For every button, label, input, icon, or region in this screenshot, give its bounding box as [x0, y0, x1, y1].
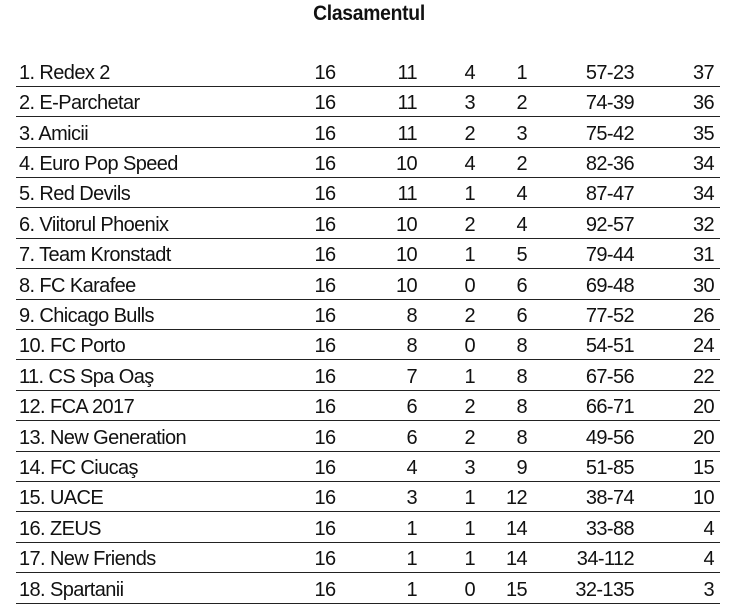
drawn-cell: 4: [417, 56, 475, 86]
played-cell: 16: [305, 451, 345, 481]
table-row: [16, 117, 720, 147]
points-cell: 35: [634, 117, 720, 147]
points-cell: 30: [634, 269, 720, 299]
drawn-cell: 1: [417, 360, 475, 390]
table-row: [16, 147, 720, 177]
drawn-cell: 1: [417, 178, 475, 208]
drawn-cell: 0: [417, 330, 475, 360]
lost-cell: 6: [475, 299, 527, 329]
played-cell: 16: [305, 330, 345, 360]
lost-cell: 5: [475, 238, 527, 268]
page-title: Clasamentul: [313, 2, 425, 25]
goals-cell: 79-44: [527, 238, 634, 268]
table-row: [16, 390, 720, 420]
table-row: [16, 481, 720, 511]
lost-cell: 8: [475, 330, 527, 360]
table-row: [16, 512, 720, 542]
won-cell: 4: [345, 451, 417, 481]
lost-cell: 6: [475, 269, 527, 299]
team-name-cell: 12. FCA 2017: [16, 390, 305, 420]
team-name-cell: 4. Euro Pop Speed: [16, 147, 305, 177]
points-cell: 24: [634, 330, 720, 360]
lost-cell: 8: [475, 390, 527, 420]
drawn-cell: 1: [417, 481, 475, 511]
won-cell: 1: [345, 512, 417, 542]
played-cell: 16: [305, 573, 345, 603]
lost-cell: 9: [475, 451, 527, 481]
team-name-cell: 1. Redex 2: [16, 56, 305, 86]
points-cell: 15: [634, 451, 720, 481]
points-cell: 4: [634, 542, 720, 572]
won-cell: 3: [345, 481, 417, 511]
won-cell: 10: [345, 269, 417, 299]
won-cell: 10: [345, 238, 417, 268]
drawn-cell: 2: [417, 390, 475, 420]
table-row: [16, 360, 720, 390]
table-row: [16, 178, 720, 208]
table-row: [16, 269, 720, 299]
lost-cell: 2: [475, 147, 527, 177]
lost-cell: 8: [475, 360, 527, 390]
won-cell: 1: [345, 542, 417, 572]
drawn-cell: 0: [417, 573, 475, 603]
won-cell: 11: [345, 56, 417, 86]
goals-cell: 51-85: [527, 451, 634, 481]
won-cell: 6: [345, 390, 417, 420]
lost-cell: 4: [475, 208, 527, 238]
points-cell: 20: [634, 390, 720, 420]
played-cell: 16: [305, 178, 345, 208]
standings-table: [16, 56, 720, 604]
won-cell: 10: [345, 147, 417, 177]
won-cell: 8: [345, 330, 417, 360]
team-name-cell: 13. New Generation: [16, 421, 305, 451]
points-cell: 34: [634, 178, 720, 208]
goals-cell: 67-56: [527, 360, 634, 390]
points-cell: 36: [634, 86, 720, 116]
standings-body: [16, 56, 720, 603]
played-cell: 16: [305, 542, 345, 572]
team-name-cell: 14. FC Ciucaş: [16, 451, 305, 481]
played-cell: 16: [305, 117, 345, 147]
goals-cell: 69-48: [527, 269, 634, 299]
team-name-cell: 10. FC Porto: [16, 330, 305, 360]
drawn-cell: 2: [417, 117, 475, 147]
points-cell: 34: [634, 147, 720, 177]
team-name-cell: 18. Spartanii: [16, 573, 305, 603]
lost-cell: 2: [475, 86, 527, 116]
goals-cell: 74-39: [527, 86, 634, 116]
played-cell: 16: [305, 512, 345, 542]
goals-cell: 32-135: [527, 573, 634, 603]
team-name-cell: 8. FC Karafee: [16, 269, 305, 299]
played-cell: 16: [305, 147, 345, 177]
table-row: [16, 330, 720, 360]
drawn-cell: 2: [417, 208, 475, 238]
points-cell: 22: [634, 360, 720, 390]
points-cell: 31: [634, 238, 720, 268]
played-cell: 16: [305, 421, 345, 451]
team-name-cell: 5. Red Devils: [16, 178, 305, 208]
drawn-cell: 1: [417, 512, 475, 542]
table-row: [16, 86, 720, 116]
lost-cell: 12: [475, 481, 527, 511]
lost-cell: 3: [475, 117, 527, 147]
points-cell: 37: [634, 56, 720, 86]
won-cell: 11: [345, 178, 417, 208]
goals-cell: 77-52: [527, 299, 634, 329]
drawn-cell: 2: [417, 421, 475, 451]
team-name-cell: 9. Chicago Bulls: [16, 299, 305, 329]
team-name-cell: 15. UACE: [16, 481, 305, 511]
played-cell: 16: [305, 360, 345, 390]
won-cell: 11: [345, 117, 417, 147]
played-cell: 16: [305, 390, 345, 420]
points-cell: 26: [634, 299, 720, 329]
goals-cell: 33-88: [527, 512, 634, 542]
played-cell: 16: [305, 56, 345, 86]
points-cell: 3: [634, 573, 720, 603]
drawn-cell: 0: [417, 269, 475, 299]
table-row: [16, 208, 720, 238]
drawn-cell: 3: [417, 86, 475, 116]
table-row: [16, 238, 720, 268]
goals-cell: 49-56: [527, 421, 634, 451]
won-cell: 7: [345, 360, 417, 390]
played-cell: 16: [305, 238, 345, 268]
goals-cell: 34-112: [527, 542, 634, 572]
table-row: [16, 451, 720, 481]
goals-cell: 57-23: [527, 56, 634, 86]
won-cell: 8: [345, 299, 417, 329]
points-cell: 4: [634, 512, 720, 542]
team-name-cell: 16. ZEUS: [16, 512, 305, 542]
table-row: [16, 56, 720, 86]
team-name-cell: 3. Amicii: [16, 117, 305, 147]
goals-cell: 87-47: [527, 178, 634, 208]
drawn-cell: 3: [417, 451, 475, 481]
goals-cell: 82-36: [527, 147, 634, 177]
goals-cell: 92-57: [527, 208, 634, 238]
team-name-cell: 6. Viitorul Phoenix: [16, 208, 305, 238]
won-cell: 1: [345, 573, 417, 603]
team-name-cell: 11. CS Spa Oaş: [16, 360, 305, 390]
lost-cell: 1: [475, 56, 527, 86]
lost-cell: 8: [475, 421, 527, 451]
goals-cell: 66-71: [527, 390, 634, 420]
played-cell: 16: [305, 269, 345, 299]
goals-cell: 38-74: [527, 481, 634, 511]
drawn-cell: 2: [417, 299, 475, 329]
table-row: [16, 542, 720, 572]
points-cell: 32: [634, 208, 720, 238]
team-name-cell: 17. New Friends: [16, 542, 305, 572]
won-cell: 11: [345, 86, 417, 116]
table-row: [16, 421, 720, 451]
played-cell: 16: [305, 208, 345, 238]
lost-cell: 4: [475, 178, 527, 208]
played-cell: 16: [305, 86, 345, 116]
table-row: [16, 573, 720, 603]
goals-cell: 75-42: [527, 117, 634, 147]
table-row: [16, 299, 720, 329]
drawn-cell: 1: [417, 238, 475, 268]
points-cell: 20: [634, 421, 720, 451]
played-cell: 16: [305, 481, 345, 511]
drawn-cell: 4: [417, 147, 475, 177]
won-cell: 10: [345, 208, 417, 238]
lost-cell: 15: [475, 573, 527, 603]
drawn-cell: 1: [417, 542, 475, 572]
lost-cell: 14: [475, 512, 527, 542]
team-name-cell: 2. E-Parchetar: [16, 86, 305, 116]
won-cell: 6: [345, 421, 417, 451]
points-cell: 10: [634, 481, 720, 511]
goals-cell: 54-51: [527, 330, 634, 360]
played-cell: 16: [305, 299, 345, 329]
lost-cell: 14: [475, 542, 527, 572]
team-name-cell: 7. Team Kronstadt: [16, 238, 305, 268]
